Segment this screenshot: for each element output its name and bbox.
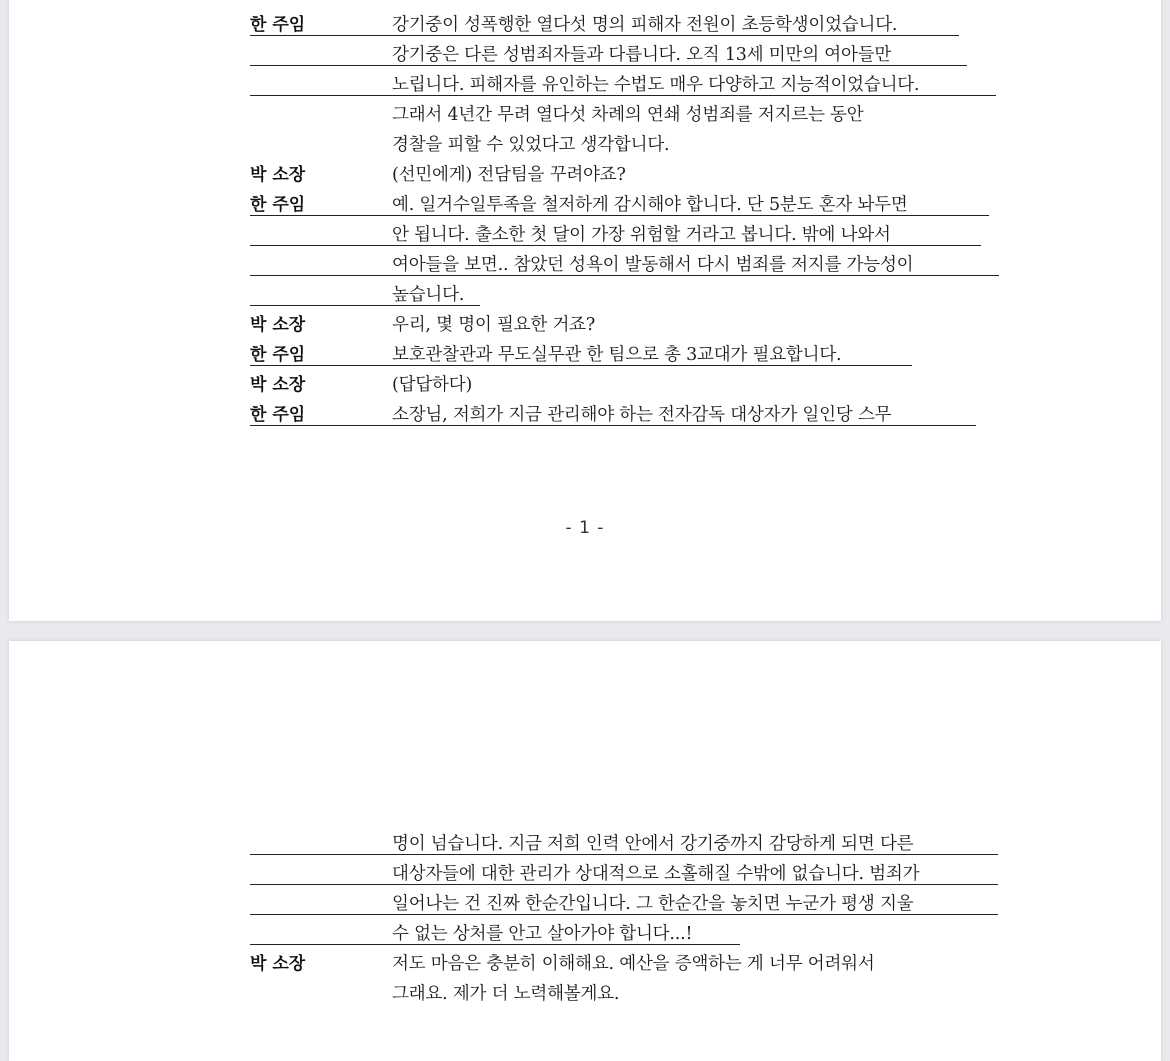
dialogue-line bbox=[9, 400, 1161, 430]
text-underline bbox=[392, 365, 912, 366]
dialogue-text: 그래서 4년간 무려 열다섯 차례의 연쇄 성범죄를 저지르는 동안 bbox=[392, 105, 864, 125]
speaker-label: 한 주임 bbox=[250, 345, 306, 365]
speaker-underline bbox=[250, 65, 392, 66]
speaker-underline bbox=[250, 884, 392, 885]
text-underline bbox=[392, 245, 981, 246]
dialogue-text: 대상자들에 대한 관리가 상대적으로 소홀해질 수밖에 없습니다. 범죄가 bbox=[392, 864, 920, 884]
dialogue-line bbox=[9, 949, 1161, 979]
speaker-label: 박 소장 bbox=[250, 165, 306, 185]
speaker-label: 박 소장 bbox=[250, 315, 306, 335]
dialogue-text: 보호관찰관과 무도실무관 한 팀으로 총 3교대가 필요합니다. bbox=[392, 345, 842, 365]
dialogue-text: 안 됩니다. 출소한 첫 달이 가장 위험할 거라고 봅니다. 밖에 나와서 bbox=[392, 225, 891, 245]
dialogue-line bbox=[9, 40, 1161, 70]
dialogue-line bbox=[9, 370, 1161, 400]
dialogue-text: 노립니다. 피해자를 유인하는 수법도 매우 다양하고 지능적이었습니다. bbox=[392, 75, 920, 95]
dialogue-line bbox=[9, 100, 1161, 130]
speaker-label: 한 주임 bbox=[250, 15, 306, 35]
dialogue-text: 일어나는 건 진짜 한순간입니다. 그 한순간을 놓치면 누군가 평생 지울 bbox=[392, 894, 914, 914]
speaker-underline bbox=[250, 425, 392, 426]
text-underline bbox=[392, 854, 998, 855]
speaker-label: 박 소장 bbox=[250, 954, 306, 974]
speaker-underline bbox=[250, 854, 392, 855]
text-underline bbox=[392, 65, 967, 66]
dialogue-text: 높습니다. bbox=[392, 285, 465, 305]
text-underline bbox=[392, 944, 740, 945]
dialogue-line bbox=[9, 130, 1161, 160]
speaker-underline bbox=[250, 95, 392, 96]
document-page-1 bbox=[9, 0, 1161, 621]
dialogue-text: 소장님, 저희가 지금 관리해야 하는 전자감독 대상자가 일인당 스무 bbox=[392, 405, 892, 425]
speaker-label: 한 주임 bbox=[250, 195, 306, 215]
dialogue-line bbox=[9, 310, 1161, 340]
page-number: - 1 - bbox=[565, 518, 605, 538]
dialogue-line bbox=[9, 859, 1161, 889]
dialogue-line bbox=[9, 979, 1161, 1009]
dialogue-line bbox=[9, 340, 1161, 370]
speaker-label: 한 주임 bbox=[250, 405, 306, 425]
speaker-underline bbox=[250, 305, 392, 306]
dialogue-line bbox=[9, 10, 1161, 40]
speaker-underline bbox=[250, 365, 392, 366]
dialogue-line bbox=[9, 919, 1161, 949]
speaker-underline bbox=[250, 944, 392, 945]
dialogue-text: 강기중이 성폭행한 열다섯 명의 피해자 전원이 초등학생이었습니다. bbox=[392, 15, 898, 35]
text-underline bbox=[392, 275, 999, 276]
dialogue-text: 그래요. 제가 더 노력해볼게요. bbox=[392, 984, 620, 1004]
text-underline bbox=[392, 215, 989, 216]
text-underline bbox=[392, 95, 996, 96]
dialogue-line bbox=[9, 70, 1161, 100]
dialogue-text: 저도 마음은 충분히 이해해요. 예산을 증액하는 게 너무 어려워서 bbox=[392, 954, 875, 974]
text-underline bbox=[392, 305, 480, 306]
dialogue-line bbox=[9, 160, 1161, 190]
speaker-underline bbox=[250, 275, 392, 276]
speaker-underline bbox=[250, 914, 392, 915]
document-page-2 bbox=[9, 641, 1161, 1061]
dialogue-line bbox=[9, 220, 1161, 250]
dialogue-line bbox=[9, 889, 1161, 919]
text-underline bbox=[392, 914, 998, 915]
speaker-underline bbox=[250, 245, 392, 246]
dialogue-text: 우리, 몇 명이 필요한 거죠? bbox=[392, 315, 596, 335]
dialogue-text: (선민에게) 전담팀을 꾸려야죠? bbox=[392, 165, 626, 185]
speaker-underline bbox=[250, 215, 392, 216]
dialogue-line bbox=[9, 829, 1161, 859]
dialogue-text: 여아들을 보면.. 참았던 성욕이 발동해서 다시 범죄를 저지를 가능성이 bbox=[392, 255, 914, 275]
dialogue-line bbox=[9, 250, 1161, 280]
dialogue-text: 수 없는 상처를 안고 살아가야 합니다...! bbox=[392, 924, 693, 944]
dialogue-text: 명이 넘습니다. 지금 저희 인력 안에서 강기중까지 감당하게 되면 다른 bbox=[392, 834, 914, 854]
text-underline bbox=[392, 884, 998, 885]
dialogue-text: (답답하다) bbox=[392, 375, 473, 395]
dialogue-text: 강기중은 다른 성범죄자들과 다릅니다. 오직 13세 미만의 여아들만 bbox=[392, 45, 892, 65]
speaker-underline bbox=[250, 35, 392, 36]
dialogue-line bbox=[9, 190, 1161, 220]
text-underline bbox=[392, 425, 976, 426]
dialogue-text: 경찰을 피할 수 있었다고 생각합니다. bbox=[392, 135, 670, 155]
dialogue-line bbox=[9, 280, 1161, 310]
dialogue-text: 예. 일거수일투족을 철저하게 감시해야 합니다. 단 5분도 혼자 놔두면 bbox=[392, 195, 908, 215]
text-underline bbox=[392, 35, 959, 36]
speaker-label: 박 소장 bbox=[250, 375, 306, 395]
